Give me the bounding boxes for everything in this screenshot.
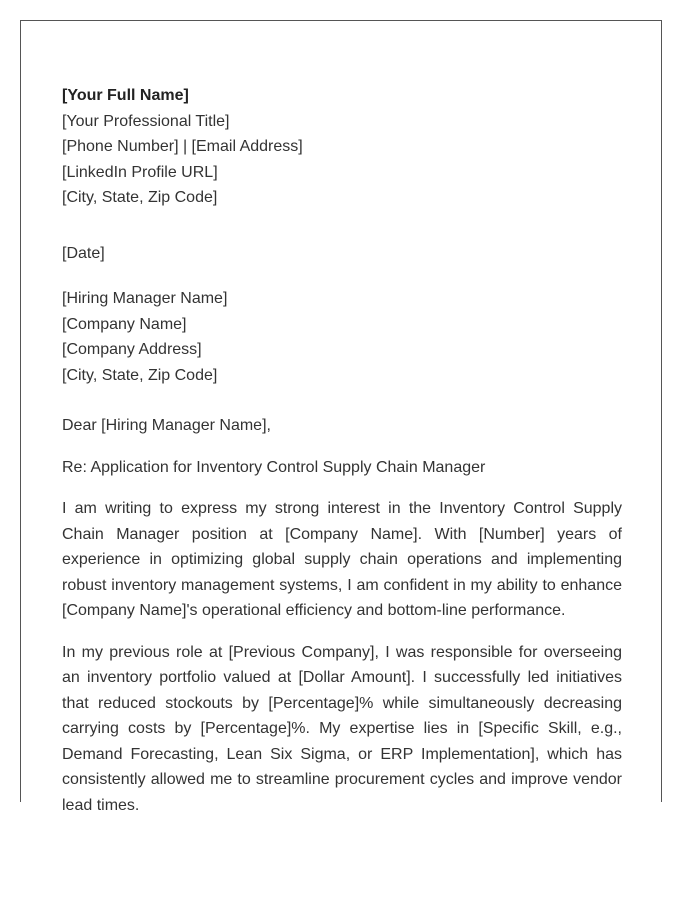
sender-linkedin: [LinkedIn Profile URL] — [62, 163, 218, 181]
sender-contact: [Phone Number] | [Email Address] — [62, 138, 303, 155]
recipient-address: [Company Address] — [62, 341, 202, 358]
letter-date: [Date] — [62, 244, 105, 262]
recipient-name: [Hiring Manager Name] — [62, 290, 228, 307]
letter-content — [62, 83, 622, 818]
spacer — [62, 211, 622, 241]
spacer — [62, 624, 622, 640]
recipient-block — [62, 286, 622, 388]
sender-block — [62, 83, 622, 211]
salutation: Dear [Hiring Manager Name], — [62, 417, 271, 434]
sender-name: [Your Full Name] — [62, 87, 189, 104]
subject-line: Re: Application for Inventory Control Supply Chain Manager — [62, 458, 486, 476]
spacer — [62, 266, 622, 286]
sender-location: [City, State, Zip Code] — [62, 189, 218, 206]
spacer — [62, 439, 622, 455]
letter-page — [20, 20, 662, 814]
sender-title: [Your Professional Title] — [62, 112, 230, 130]
body-paragraph: I am writing to express my strong interest in the Inventory Control Supply Chain Manager position at [Company Name]. With [Number] years of experience in optimizing global supply chain operations and implementing robust inventory management systems, I am confident in my ability to enhance [Company Name]'s operational efficiency and bottom-line performance. — [62, 500, 622, 619]
body-paragraph: In my previous role at [Previous Company], I was responsible for overseeing an inventory portfolio valued at [Dollar Amount]. I successfully led initiatives that reduced stockouts by [Percentage]% while simultaneously decreasing carrying costs by [Percentage]%. My expertise lies in [Specific Skill, e.g., Demand Forecasting, Lean Six Sigma, or ERP Implementation], which has consistently allowed me to streamline procurement cycles and improve vendor lead times. — [62, 643, 622, 814]
recipient-location: [City, State, Zip Code] — [62, 366, 218, 384]
spacer — [62, 480, 622, 496]
recipient-company: [Company Name] — [62, 315, 187, 333]
spacer — [62, 388, 622, 413]
